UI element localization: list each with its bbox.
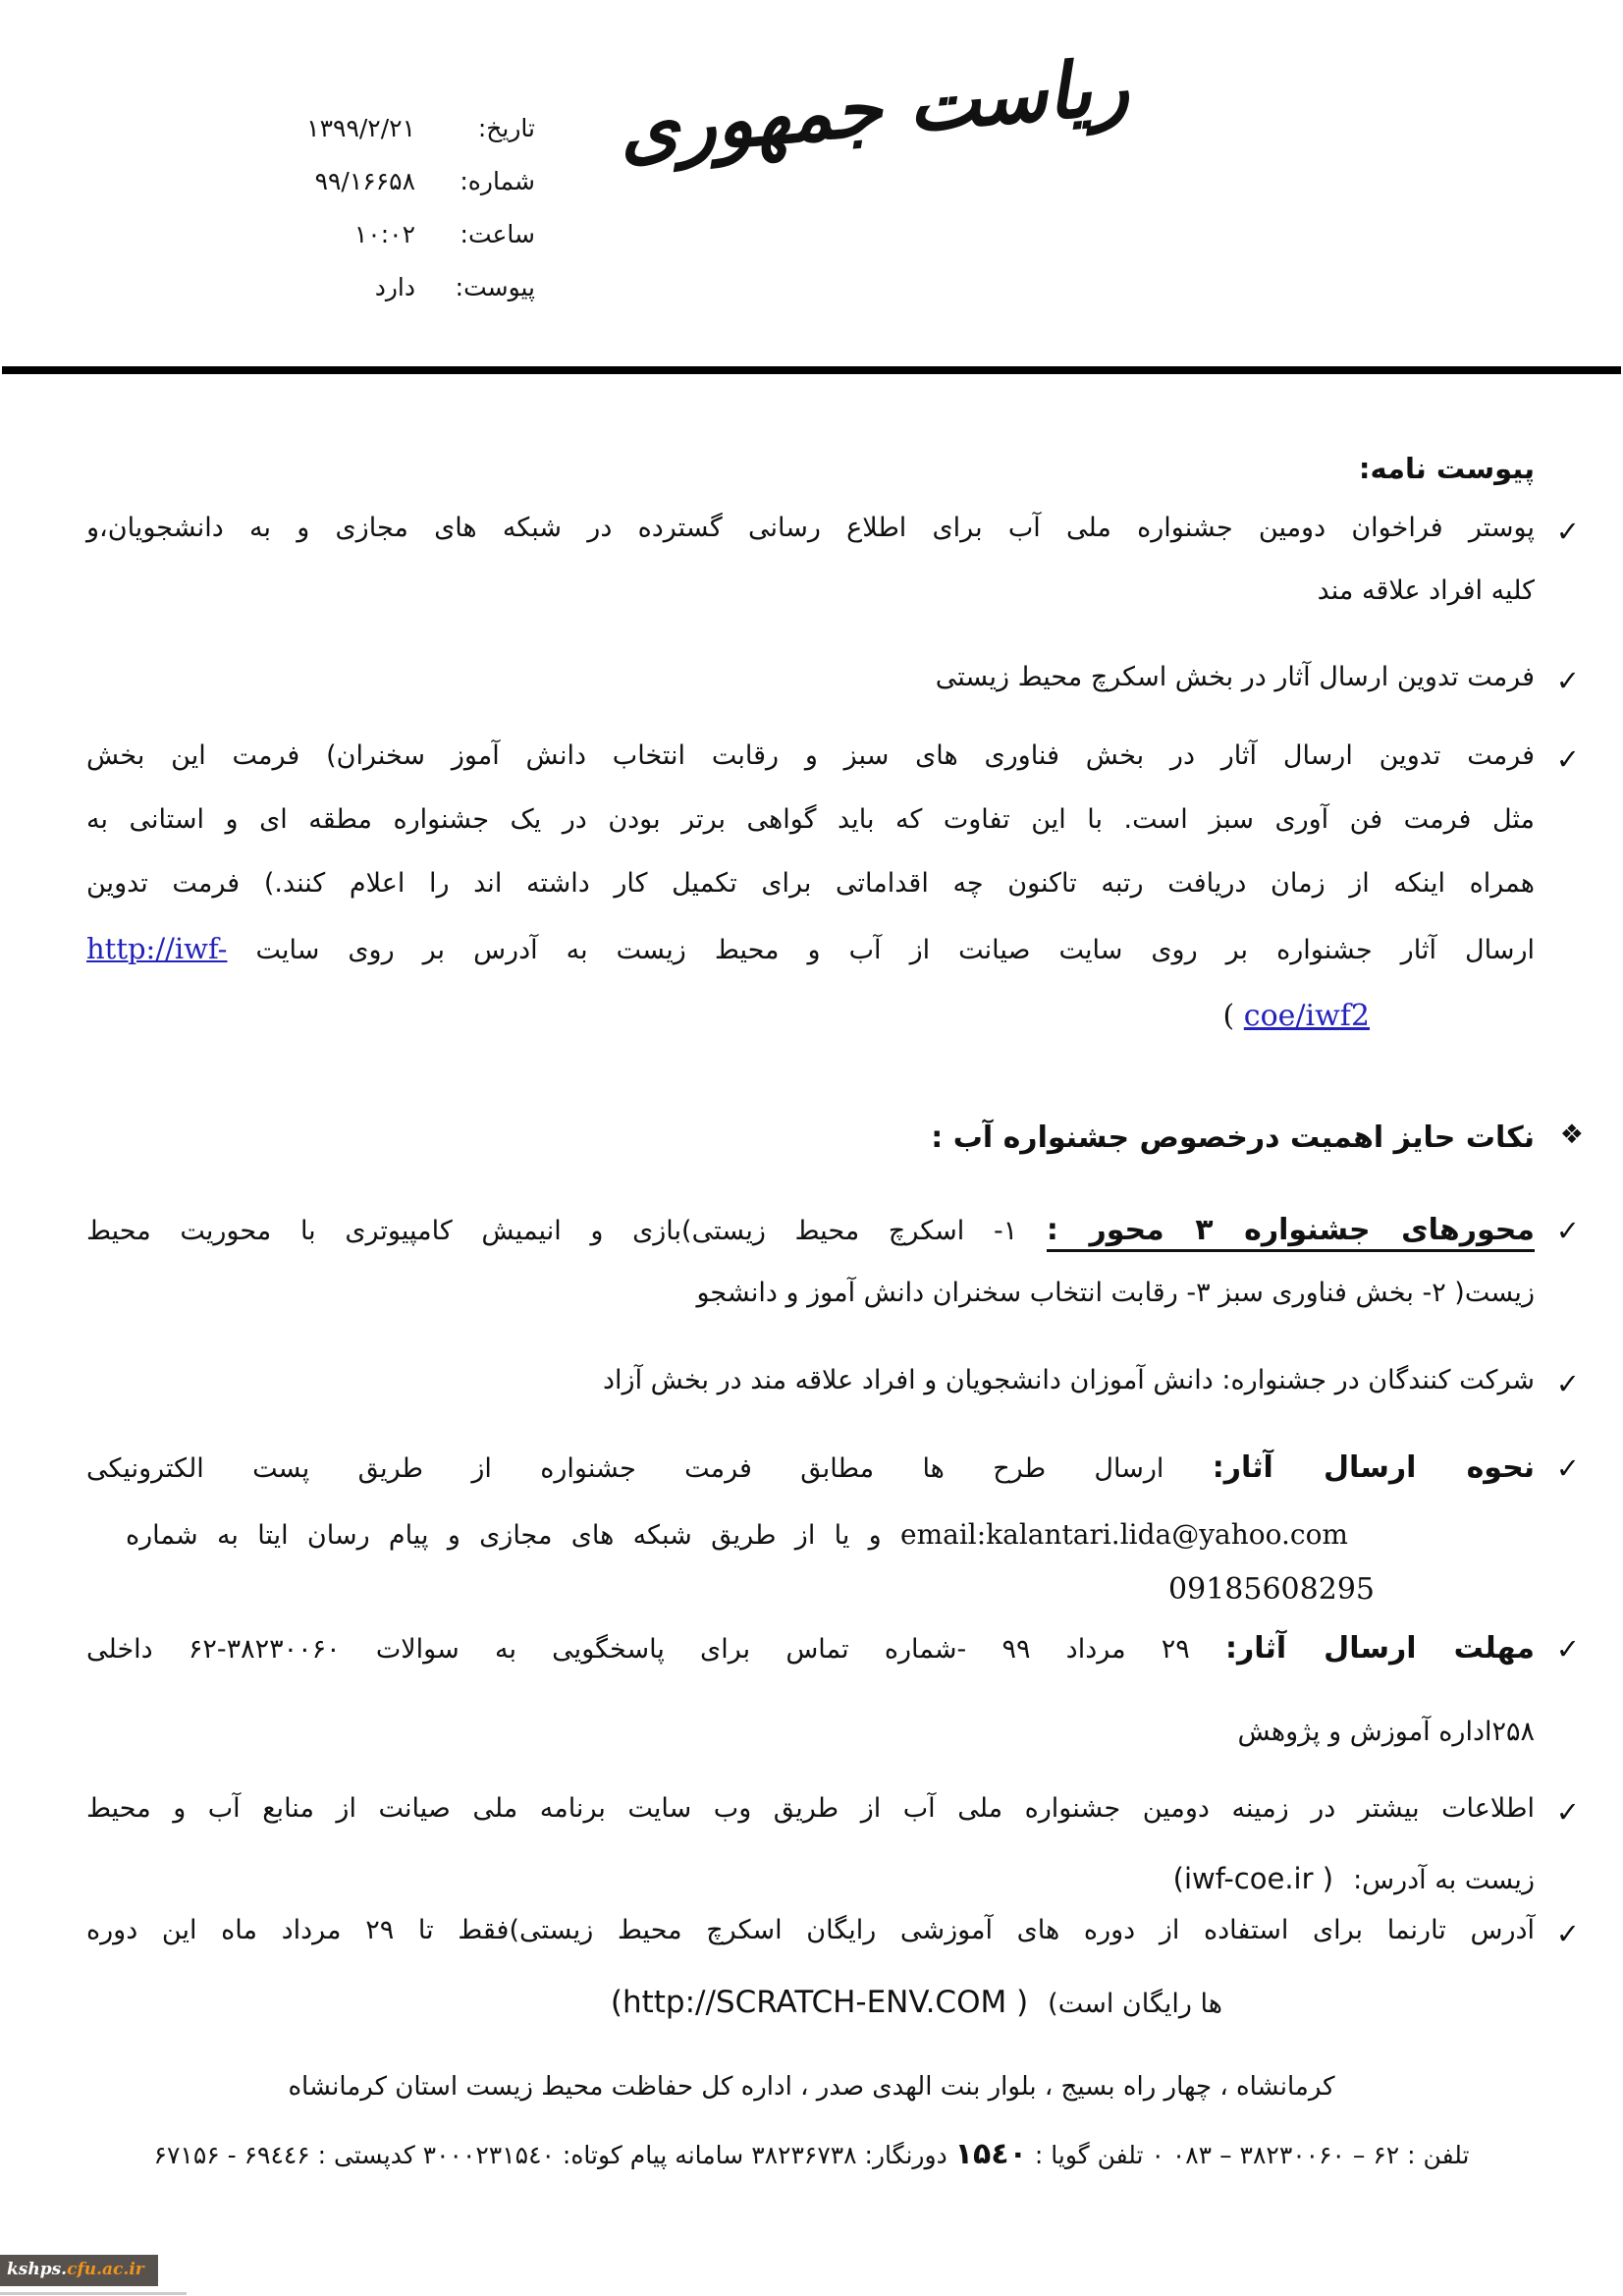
time-field-row xyxy=(196,220,535,248)
iwf-coe-url: (iwf-coe.ir ) xyxy=(1172,1862,1334,1895)
checkmark-icon: ✓ xyxy=(1555,1917,1580,1950)
bullet6-line1-rest: ارسال طرح ها مطابق فرمت جشنواره از طریق پست الکترونیکی xyxy=(86,1453,1213,1484)
date-label: تاریخ: xyxy=(477,114,535,142)
attachment-field-row xyxy=(196,273,535,301)
email-address: email:kalantari.lida@yahoo.com xyxy=(900,1518,1348,1551)
bullet6-line2-text: و یا از طریق شبکه های مجازی و پیام رسان ایتا به شماره xyxy=(126,1520,901,1551)
bullet3-line4 xyxy=(86,928,1535,971)
bullet7-line2: ۲۵۸اداره آموزش و پژوهش xyxy=(1237,1717,1535,1747)
date-field-row xyxy=(196,114,535,142)
watermark-underline xyxy=(0,2292,187,2295)
date-value: ۱۳۹۹/۲/۲۱ xyxy=(306,114,415,142)
time-value: ۱۰:۰۲ xyxy=(353,220,415,248)
bullet3-line4-text: ارسال آثار جشنواره بر روی سایت صیانت از آب و محیط زیست به آدرس بر روی سایت xyxy=(227,935,1535,965)
footer-address: کرمانشاه ، چهار راه بسیج ، بلوار بنت الهدی صدر ، اداره کل حفاظت محیط زیست استان کرمانشاه xyxy=(288,2072,1335,2102)
bullet8-line2-text: زیست به آدرس: xyxy=(1353,1865,1535,1895)
checkmark-icon: ✓ xyxy=(1555,742,1580,776)
scratch-env-url: (http://SCRATCH-ENV.COM ) xyxy=(610,1985,1029,2020)
attachment-value: دارد xyxy=(374,273,415,301)
letterhead-fields xyxy=(196,114,535,301)
bullet8-line2 xyxy=(1173,1858,1535,1901)
mobile-number: 09185608295 xyxy=(1168,1572,1375,1607)
bullet1-line2: کلیه افراد علاقه مند xyxy=(1317,575,1535,606)
bullet3-line5 xyxy=(1223,994,1370,1038)
important-points-heading: نکات حایز اهمیت درخصوص جشنواره آب : xyxy=(931,1121,1535,1155)
deadline-lead: مهلت ارسال آثار: xyxy=(1225,1631,1535,1666)
bullet2-line1: فرمت تدوین ارسال آثار در بخش اسکرچ محیط زیستی xyxy=(935,662,1535,692)
watermark-badge xyxy=(0,2255,158,2286)
checkmark-icon: ✓ xyxy=(1555,1367,1580,1400)
checkmark-icon: ✓ xyxy=(1555,1795,1580,1829)
footer-phone-part2: دورنگار: ۳۸۲۳۶۷۳۸ سامانه پیام کوتاه: ۳۰۰۰۲۳۱۵٤۰ کدپستی : ۶۹٤٤۶ - ۶۷۱۵۶ xyxy=(153,2141,955,2169)
footer-voice-phone-number: ۱۵٤۰ xyxy=(954,2137,1027,2171)
bullet8-line1: اطلاعات بیشتر در زمینه دومین جشنواره ملی آب از طریق وب سایت برنامه ملی صیانت از منابع آب و محیط xyxy=(86,1793,1535,1824)
footer-contact-line xyxy=(0,2137,1623,2171)
presidency-logo-calligraphy: ریاست جمهوری xyxy=(615,42,1132,176)
attachment-label: پیوست: xyxy=(455,273,535,301)
checkmark-icon: ✓ xyxy=(1555,1451,1580,1485)
bullet3-line2: مثل فرمت فن آوری سبز است. با این تفاوت که باید گواهی برتر بودن در یک جشنواره مطقه ای و استانی به xyxy=(86,804,1535,835)
number-value: ۹۹/۱۶۶۵۸ xyxy=(314,167,415,195)
diamond-bullet-icon: ❖ xyxy=(1559,1120,1584,1150)
festival-axes-lead: محورهای جشنواره ۳ محور : xyxy=(1047,1213,1535,1252)
watermark-site-prefix: kshps. xyxy=(7,2260,68,2279)
iwf-link[interactable]: http://iwf- xyxy=(86,932,228,965)
time-label: ساعت: xyxy=(460,220,535,248)
bullet4-line1-rest: ۱- اسکرچ محیط زیستی)بازی و انیمیش کامپیوتری با محوریت محیط xyxy=(86,1216,1047,1246)
open-paren: ( xyxy=(1222,999,1244,1033)
footer-phone-part1: تلفن : ۶۲ – ۳۸۲۳۰۰۶۰ – ۰۸۳ ۰ تلفن گویا : xyxy=(1026,2141,1470,2169)
attachment-note-heading: پیوست نامه: xyxy=(1358,452,1535,485)
bullet9-line1: آدرس تارنما برای استفاده از دوره های آموزشی رایگان اسکرچ محیط زیستی)فقط تا ۲۹ مرداد ماه این دوره xyxy=(86,1915,1536,1945)
bullet6-line1 xyxy=(86,1446,1535,1490)
watermark-site-domain: cfu.ac.ir xyxy=(67,2260,144,2279)
bullet4-line1 xyxy=(86,1208,1535,1252)
bullet7-line1-rest: ۲۹ مرداد ۹۹ -شماره تماس برای پاسخگویی به سوالات ۳۸۲۳۰۰۶۰-۶۲ داخلی xyxy=(86,1634,1226,1665)
bullet4-line2: زیست( ۲- بخش فناوری سبز ۳- رقابت انتخاب سخنران دانش آموز و دانشجو xyxy=(696,1278,1535,1308)
bullet5-line1: شرکت کنندگان در جشنواره: دانش آموزان دانشجویان و افراد علاقه مند در بخش آزاد xyxy=(603,1365,1535,1395)
bullet9-line2-text: ها رایگان است) xyxy=(1048,1989,1222,2019)
coe-iwf2-link[interactable]: coe/iwf2 xyxy=(1243,999,1370,1033)
bullet7-line1 xyxy=(86,1626,1535,1670)
bullet9-line2 xyxy=(611,1980,1222,2026)
bullet3-line3: همراه اینکه از زمان دریافت رتبه تاکنون چه اقداماتی برای تکمیل کار داشته اند را اعلام کنند.) فرمت تدوین xyxy=(86,868,1535,899)
checkmark-icon: ✓ xyxy=(1555,664,1580,697)
bullet3-line1: فرمت تدوین ارسال آثار در بخش فناوری های سبز و رقابت انتخاب دانش آموز سخنران) فرمت این بخش xyxy=(86,740,1535,771)
number-label: شماره: xyxy=(460,167,535,195)
checkmark-icon: ✓ xyxy=(1555,515,1580,548)
submission-method-lead: نحوه ارسال آثار: xyxy=(1212,1450,1535,1485)
bullet1-line1: پوستر فراخوان دومین جشنواره ملی آب برای اطلاع رسانی گسترده در شبکه های مجازی و به دانشجویان،و xyxy=(86,513,1535,543)
header-divider xyxy=(2,366,1621,374)
bullet6-line2 xyxy=(126,1514,1348,1557)
checkmark-icon: ✓ xyxy=(1555,1214,1580,1247)
number-field-row xyxy=(196,167,535,195)
checkmark-icon: ✓ xyxy=(1555,1632,1580,1666)
